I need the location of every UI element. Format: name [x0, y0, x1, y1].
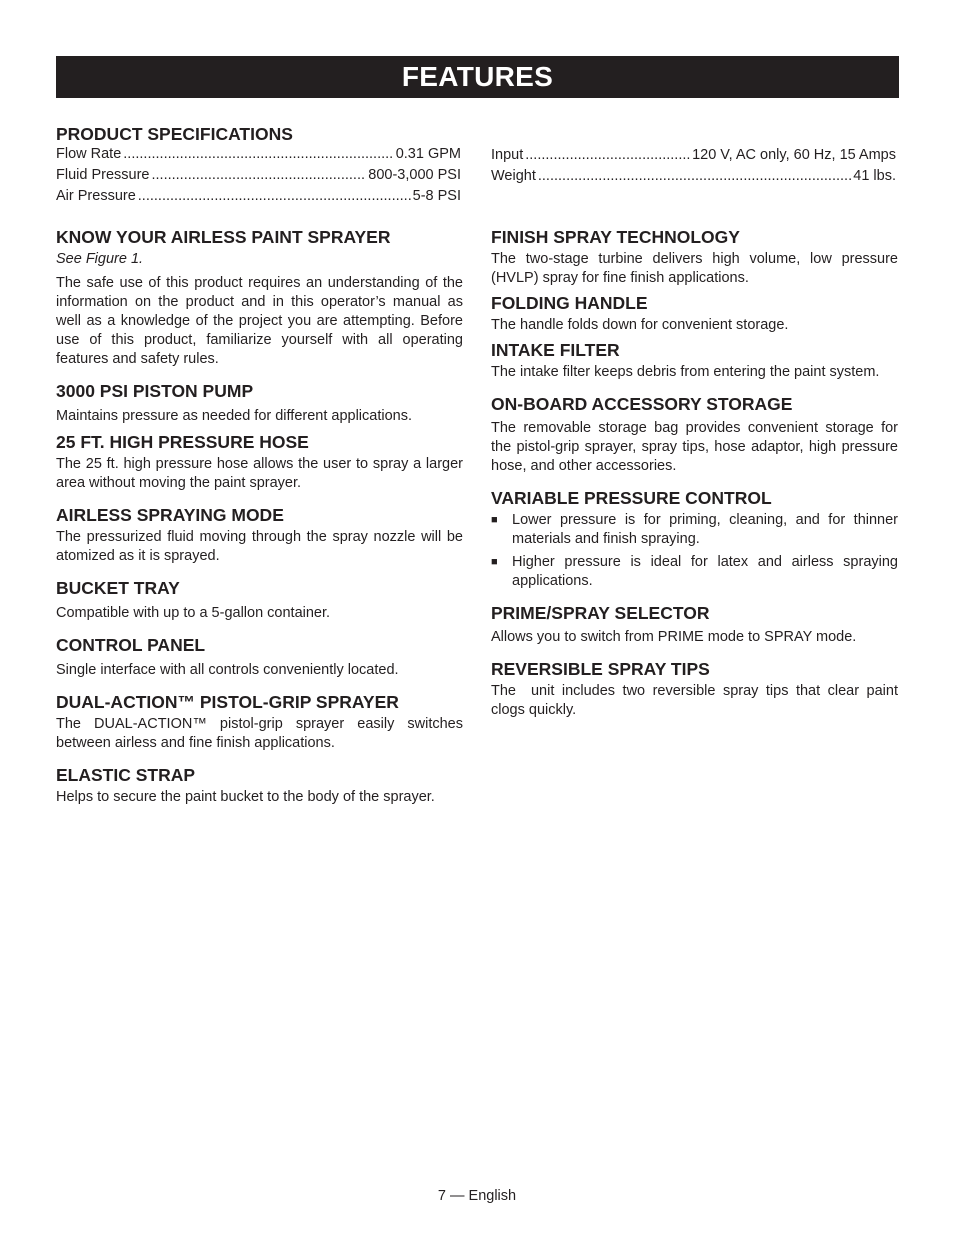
bullet-item [491, 511, 898, 549]
spec-label: Air Pressure [56, 188, 136, 204]
section-intake-filter [491, 340, 898, 382]
section-body: Allows you to switch from PRIME mode to SPRAY mode. [491, 629, 857, 645]
section-body: Compatible with up to a 5-gallon container. [56, 605, 331, 621]
spec-row-air-pressure [56, 186, 461, 207]
square-bullet-icon: ■ [491, 556, 498, 568]
page-title: FEATURES [56, 56, 899, 98]
section-heading: FOLDING HANDLE [491, 293, 648, 313]
leader-dots [525, 145, 690, 166]
spec-label: Fluid Pressure [56, 167, 150, 183]
bullet-item [491, 553, 898, 591]
section-heading: FINISH SPRAY TECHNOLOGY [491, 227, 740, 247]
square-bullet-icon: ■ [491, 514, 498, 526]
leader-dots [123, 144, 393, 165]
bullet-text: Higher pressure is ideal for latex and airless spraying applications. [512, 554, 898, 589]
spec-label: Input [491, 147, 524, 163]
section-body: Helps to secure the paint bucket to the body of the sprayer. [56, 789, 435, 805]
left-column [56, 227, 463, 807]
spec-value: 41 lbs. [853, 168, 896, 184]
leader-dots [138, 186, 411, 207]
section-body: The DUAL-ACTION™ pistol-grip sprayer easily switches between airless and fine finish applications. [56, 716, 463, 751]
spec-list-left [56, 144, 461, 207]
section-body: The intake filter keeps debris from entering the paint system. [491, 364, 880, 380]
spec-label: Weight [491, 168, 536, 184]
specs-left [56, 124, 461, 207]
section-control-panel [56, 635, 463, 680]
spec-row-fluid-pressure [56, 165, 461, 186]
section-heading: PRIME/SPRAY SELECTOR [491, 603, 710, 623]
spec-value: 120 V, AC only, 60 Hz, 15 Amps [692, 147, 896, 163]
section-prime-spray-selector [491, 603, 898, 647]
specs-right [491, 145, 896, 187]
section-heading: 25 FT. HIGH PRESSURE HOSE [56, 432, 309, 452]
section-know-your-sprayer [56, 227, 463, 369]
section-heading: KNOW YOUR AIRLESS PAINT SPRAYER [56, 227, 391, 247]
spec-label: Flow Rate [56, 146, 122, 162]
section-body: The safe use of this product requires an understanding of the information on the product and in this operator’s manual as well as a knowledge of the project you are attempting. Before use of this product, familiarize yourself with all operating features and safety rules. [56, 275, 463, 367]
section-body: The pressurized fluid moving through the spray nozzle will be atomized as it is sprayed. [56, 529, 463, 564]
specs-heading: PRODUCT SPECIFICATIONS [56, 124, 293, 144]
section-heading: BUCKET TRAY [56, 578, 180, 598]
section-piston-pump [56, 381, 463, 426]
section-accessory-storage [491, 394, 898, 476]
section-heading: DUAL-ACTION™ PISTOL-GRIP SPRAYER [56, 692, 399, 712]
section-heading: 3000 PSI PISTON PUMP [56, 381, 254, 401]
section-body: The two-stage turbine delivers high volume, low pressure (HVLP) spray for fine finish applications. [491, 251, 898, 286]
right-column [491, 227, 903, 720]
section-body: The unit includes two reversible spray tips that clear paint clogs quickly. [491, 683, 903, 718]
leader-dots [538, 166, 851, 187]
section-pistol-grip-sprayer [56, 692, 463, 753]
section-body: The handle folds down for convenient storage. [491, 317, 789, 333]
spec-row-input [491, 145, 896, 166]
section-body: The removable storage bag provides convenient storage for the pistol-grip sprayer, spray tips, hose adaptor, high pressure hose, and other accessories. [491, 420, 898, 474]
page-footer: 7 — English [437, 1188, 517, 1204]
section-heading: AIRLESS SPRAYING MODE [56, 505, 284, 525]
section-heading: VARIABLE PRESSURE CONTROL [491, 488, 772, 508]
spec-row-flow-rate [56, 144, 461, 165]
section-body: Maintains pressure as needed for different applications. [56, 408, 413, 424]
bullet-text: Lower pressure is for priming, cleaning, and for thinner materials and finish spraying. [512, 512, 898, 547]
section-heading: REVERSIBLE SPRAY TIPS [491, 659, 710, 679]
spec-row-weight [491, 166, 896, 187]
spec-value: 800-3,000 PSI [368, 167, 461, 183]
section-finish-spray [491, 227, 898, 288]
section-heading: INTAKE FILTER [491, 340, 620, 360]
spec-value: 0.31 GPM [395, 146, 461, 162]
section-bucket-tray [56, 578, 463, 623]
leader-dots [151, 165, 366, 186]
section-airless-mode [56, 505, 463, 566]
section-heading: CONTROL PANEL [56, 635, 206, 655]
section-elastic-strap [56, 765, 463, 807]
section-heading: ON-BOARD ACCESSORY STORAGE [491, 394, 793, 414]
section-folding-handle [491, 293, 898, 335]
section-variable-pressure [491, 488, 898, 591]
section-reversible-tips [491, 659, 903, 720]
figure-reference: See Figure 1. [56, 251, 144, 267]
section-body: Single interface with all controls conveniently located. [56, 662, 399, 678]
section-heading: ELASTIC STRAP [56, 765, 196, 785]
section-body: The 25 ft. high pressure hose allows the user to spray a larger area without moving the paint sprayer. [56, 456, 463, 491]
section-hose [56, 432, 463, 493]
spec-value: 5-8 PSI [412, 188, 461, 204]
